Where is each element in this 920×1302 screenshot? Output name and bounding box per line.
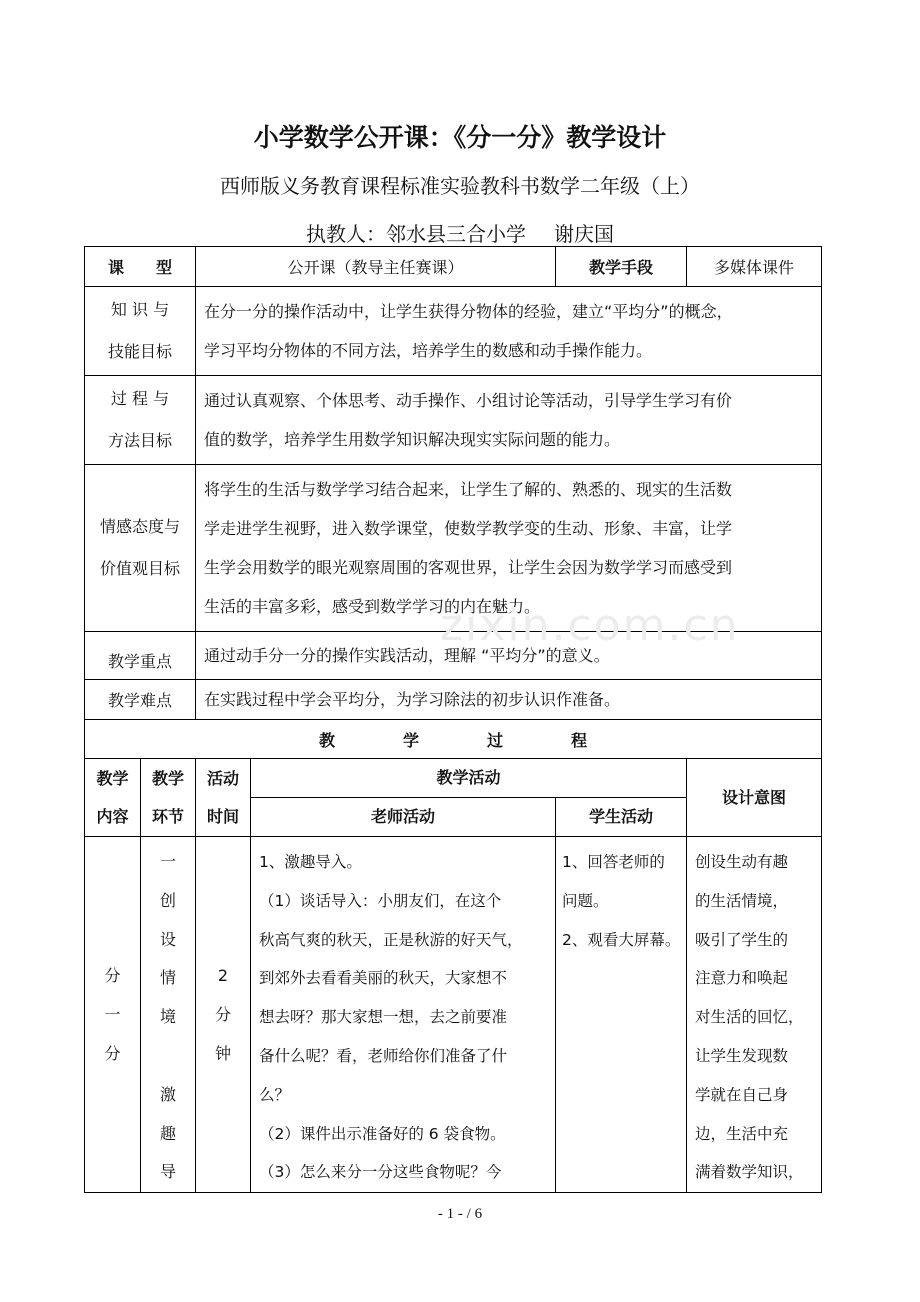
design-intent-line: 创设生动有趣 — [695, 853, 789, 871]
teacher-activity-line: 想去呀？那大家想一想，去之前要准 — [259, 1008, 508, 1027]
teacher-activity-line: （2）课件出示准备好的 6 袋食物。 — [259, 1124, 506, 1143]
teacher-name: 谢庆国 — [554, 222, 614, 246]
teacher-activity-line: （3）怎么来分一分这些食物呢？今 — [259, 1163, 502, 1182]
teacher-activity-line: 到郊外去看看美丽的秋天，大家想不 — [259, 969, 508, 988]
header-link-line: 教学 — [152, 768, 185, 788]
teacher-activity-line: 1、激趣导入。 — [259, 853, 362, 871]
link-cell — [141, 837, 196, 1193]
process-goal-row — [85, 376, 822, 465]
header-content-line: 教学 — [96, 768, 129, 788]
link-char: 趣 — [160, 1123, 177, 1143]
teacher-activity-line: 备什么呢？看，老师给你们准备了什 — [259, 1046, 508, 1065]
document-subtitle: 西师版义务教育课程标准实验教科书数学二年级（上） — [220, 174, 700, 198]
process-body-row — [85, 837, 822, 1193]
design-intent-line: 边，生活中充 — [695, 1124, 789, 1143]
time-char: 钟 — [215, 1043, 232, 1063]
knowledge-label — [85, 287, 196, 376]
type-label: 课 型 — [85, 247, 196, 287]
header-link-line: 环节 — [152, 806, 185, 826]
link-char: 导 — [160, 1162, 177, 1182]
difficult-point-label: 教学难点 — [85, 680, 196, 720]
section-char: 教 — [319, 730, 336, 750]
emotion-goal-line: 生活的丰富多彩，感受到数学学习的内在魅力。 — [204, 597, 541, 616]
design-intent-line: 对生活的回忆， — [695, 1008, 804, 1027]
link-char: 创 — [160, 890, 177, 910]
emotion-goal-line: 学走进学生视野，进入数学课堂，使数学教学变的生动、形象、丰富，让学 — [204, 519, 733, 538]
design-intent-line: 吸引了学生的 — [695, 930, 789, 949]
difficult-point-row — [85, 680, 822, 720]
header-teacher: 老师活动 — [251, 798, 556, 837]
process-goal-line: 值的数学，培养学生用数学知识解决现实实际问题的能力。 — [204, 430, 621, 449]
key-point-value: 通过动手分一分的操作实践活动，理解 “平均分”的意义。 — [196, 632, 822, 680]
type-row — [85, 247, 822, 287]
knowledge-goal-line: 在分一分的操作活动中，让学生获得分物体的经验，建立“平均分”的概念， — [204, 302, 733, 321]
link-char: 一 — [160, 852, 177, 871]
design-intent-line: 注意力和唤起 — [695, 969, 789, 988]
difficult-point-value: 在实践过程中学会平均分，为学习除法的初步认识作准备。 — [196, 680, 822, 720]
emotion-goal-line: 生学会用数学的眼光观察周围的客观世界，让学生会因为数学学习而感受到 — [204, 558, 733, 577]
header-time-line: 时间 — [207, 806, 240, 826]
lesson-plan-table — [84, 246, 822, 1193]
emotion-label-line: 情感态度与 — [100, 517, 181, 536]
type-value: 公开课（教导主任赛课） — [196, 247, 556, 287]
section-char: 程 — [571, 730, 588, 750]
process-goal-line: 通过认真观察、个体思考、动手操作、小组讨论等活动，引导学生学习有价 — [204, 391, 733, 410]
section-char: 过 — [487, 730, 504, 750]
header-student: 学生活动 — [556, 798, 687, 837]
teacher-activity-line: 么？ — [259, 1085, 291, 1104]
header-link — [141, 759, 196, 837]
time-char: 2 — [217, 966, 229, 985]
knowledge-goal-line: 学习平均分物体的不同方法，培养学生的数感和动手操作能力。 — [204, 341, 653, 360]
teacher-school: 执教人：邻水县三合小学 — [306, 222, 526, 246]
process-label — [85, 376, 196, 465]
knowledge-label-line: 技能目标 — [108, 342, 173, 361]
teacher-activity-cell — [251, 837, 556, 1193]
section-char: 学 — [403, 730, 420, 750]
emotion-label-line: 价值观目标 — [100, 559, 181, 578]
process-section-title — [85, 720, 822, 759]
student-activity-cell — [556, 837, 687, 1193]
process-goal — [196, 376, 822, 465]
process-section-row — [85, 720, 822, 759]
header-content — [85, 759, 141, 837]
means-value: 多媒体课件 — [687, 247, 822, 287]
design-intent-line: 让学生发现数 — [695, 1046, 789, 1065]
header-time-line: 活动 — [207, 768, 240, 788]
link-char: 激 — [160, 1084, 177, 1104]
document-title: 小学数学公开课：《分一分》教学设计 — [253, 123, 667, 152]
knowledge-row — [85, 287, 822, 376]
design-intent-cell — [687, 837, 822, 1193]
means-label: 教学手段 — [556, 247, 687, 287]
content-char: 分 — [104, 966, 121, 985]
content-cell — [85, 837, 141, 1193]
emotion-label — [85, 465, 196, 632]
watermark: zixin.com.cn — [440, 600, 740, 651]
link-char: 情 — [160, 968, 177, 988]
link-char: 设 — [160, 929, 177, 949]
teacher-activity-line: （1）谈话导入：小朋友们，在这个 — [259, 891, 502, 910]
link-char: 境 — [160, 1007, 177, 1027]
teacher-activity-line: 秋高气爽的秋天，正是秋游的好天气， — [259, 930, 523, 949]
content-char: 一 — [104, 1004, 121, 1024]
process-label-line: 过 程 与 — [110, 389, 170, 408]
knowledge-goal — [196, 287, 822, 376]
header-time — [196, 759, 251, 837]
design-intent-line: 满着数学知识， — [695, 1163, 804, 1182]
design-intent-line: 的生活情境， — [695, 891, 789, 910]
page-footer: - 1 - / 6 — [437, 1206, 483, 1222]
student-activity-line: 问题。 — [562, 891, 609, 910]
teacher-line — [0, 218, 920, 247]
time-cell — [196, 837, 251, 1193]
content-char: 分 — [104, 1043, 121, 1063]
student-activity-line: 1、回答老师的 — [562, 853, 665, 871]
link-char — [141, 1037, 195, 1076]
knowledge-label-line: 知 识 与 — [110, 300, 170, 319]
student-activity-line: 2、观看大屏幕。 — [562, 930, 681, 949]
header-design: 设计意图 — [687, 759, 822, 837]
emotion-goal-line: 将学生的生活与数学学习结合起来，让学生了解的、熟悉的、现实的生活数 — [204, 480, 733, 499]
design-intent-line: 学就在自己身 — [695, 1085, 789, 1104]
process-header-row-1 — [85, 759, 822, 798]
header-content-line: 内容 — [96, 806, 129, 826]
header-activity: 教学活动 — [251, 759, 687, 798]
time-char: 分 — [215, 1004, 232, 1024]
key-point-label: 教学重点 — [85, 632, 196, 680]
process-label-line: 方法目标 — [108, 431, 173, 450]
